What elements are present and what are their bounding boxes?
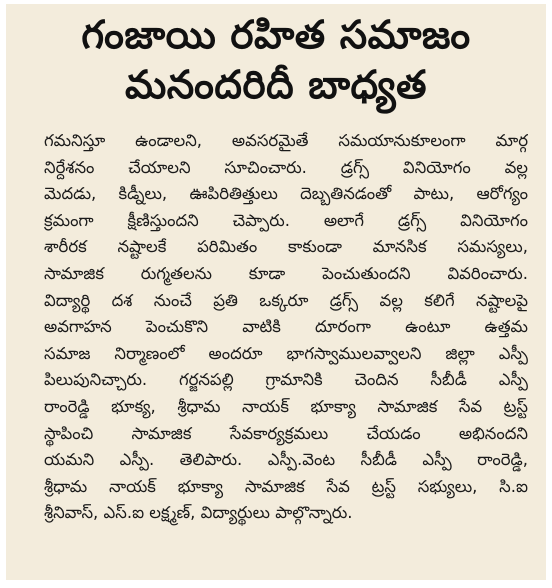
body-line: స్థాపించి సామాజిక సేవకార్యక్రమలు చేయడం అభినందని bbox=[44, 423, 528, 443]
body-line: విద్యార్థి దశ నుంచే ప్రతి ఒక్కరూ డ్రగ్స్ వల్ల కలిగే నష్టాలపై bbox=[44, 290, 528, 310]
body-line: శ్రీధామ నాయక్ భూక్యా సామాజిక సేవ ట్రస్ట్ సభ్యులు, సి.ఐ bbox=[44, 476, 528, 496]
headline-line-2: మనందరిదీ బాధ్యత bbox=[125, 62, 427, 108]
body-line: శ్రీనివాస్, ఎస్.ఐ లక్ష్మణ్, విద్యార్థులు పాల్గొన్నారు. bbox=[44, 503, 353, 523]
body-line: మెదడు, కిడ్నీలు, ఊపిరితిత్తులు దెబ్బతినడంతో పాటు, ఆరోగ్యం bbox=[44, 184, 528, 204]
body-line: పిలుపునిచ్చారు. గర్జనపల్లి గ్రామానికి చెందిన సీబీడీ ఎస్పీ bbox=[44, 370, 528, 390]
body-line: శారీరక నష్టాలకే పరిమితం కాకుండా మానసిక సమస్యలు, bbox=[44, 237, 528, 257]
body-line: రాంరెడ్డి భూక్య, శ్రీధామ నాయక్ భూక్యా సామాజిక సేవ ట్రస్ట్ bbox=[44, 396, 528, 416]
newspaper-clipping bbox=[6, 4, 546, 580]
body-line: యమని ఎస్పీ. తెలిపారు. ఎస్పీ.వెంట సీబీడీ ఎస్పీ రాంరెడ్డి, bbox=[44, 450, 528, 470]
headline-line-1: గంజాయి రహిత సమాజం bbox=[81, 13, 471, 58]
body-line: క్రమంగా క్షీణిస్తుందని చెప్పారు. అలాగే డ్రగ్స్ వినియోగం bbox=[44, 210, 528, 230]
article-body bbox=[44, 128, 528, 574]
body-line: సమాజ నిర్మాణంలో అందరూ భాగస్వాములవ్వాలని జిల్లా ఎస్పీ bbox=[44, 343, 528, 363]
headline bbox=[6, 4, 546, 109]
body-line: గమనిస్తూ ఉండాలని, అవసరమైతే సమయానుకూలంగా మార్గ bbox=[44, 131, 528, 150]
body-line: నిర్దేశనం చేయాలని సూచించారు. డ్రగ్స్ వినియోగం వల్ల bbox=[44, 157, 528, 177]
body-line: సామాజిక రుగ్మతలను కూడా పెంచుతుందని వివరించారు. bbox=[44, 263, 528, 283]
body-line: అవగాహన పెంచుకొని వాటికి దూరంగా ఉంటూ ఉత్తమ bbox=[44, 317, 528, 337]
